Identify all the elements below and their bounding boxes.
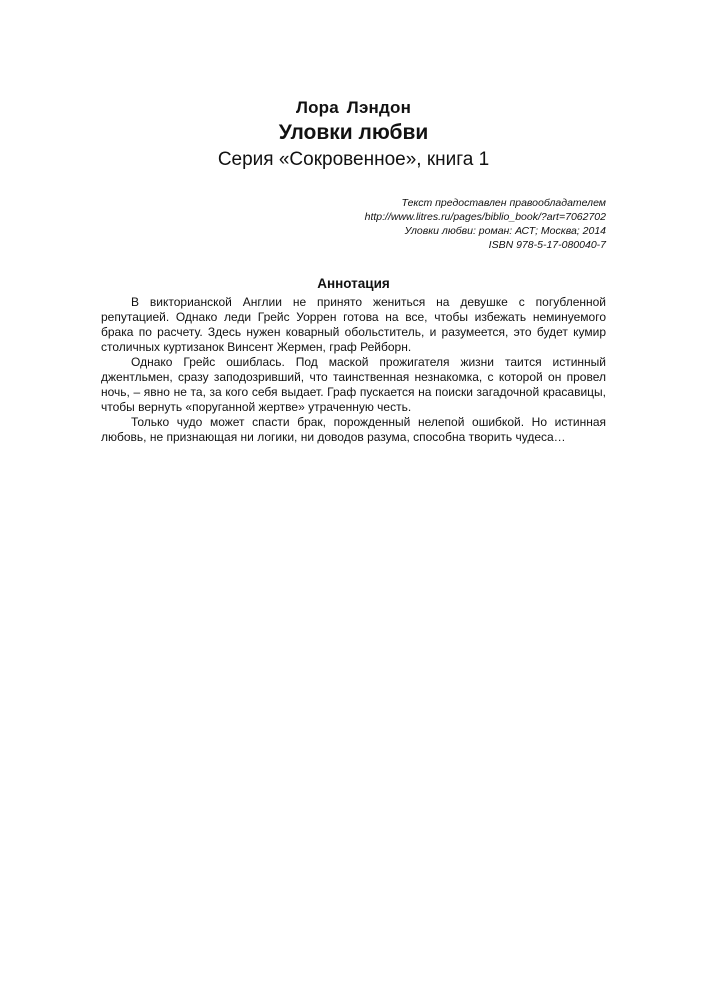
isbn: ISBN 978-5-17-080040-7 [488, 239, 606, 251]
author-name: Лора Лэндон [295, 98, 412, 117]
annotation-heading: Аннотация [317, 276, 390, 291]
publication-info [365, 196, 606, 252]
annotation-section [101, 276, 606, 445]
edition-info: Уловки любви: роман: АСТ; Москва; 2014 [404, 225, 606, 237]
source-url: http://www.litres.ru/pages/biblio_book/?art=7062702 [364, 211, 606, 223]
book-title: Уловки любви [278, 121, 429, 144]
rights-holder-note: Текст предоставлен правообладателем [401, 197, 606, 209]
annotation-paragraph: В викторианской Англии не принято жениться на девушке с погубленной репутацией. Однако леди Грейс Уоррен готова на все, чтобы избежать неминуемого брака по расчету. Здесь нужен коварный обольститель, и разумеется, это будет кумир столичных куртизанок Винсент Жермен, граф Рейборн. [101, 295, 606, 354]
series-info: Серия «Сокровенное», книга 1 [217, 149, 490, 170]
annotation-paragraph: Только чудо может спасти брак, порожденный нелепой ошибкой. Но истинная любовь, не признающая ни логики, ни доводов разума, способна творить чудеса… [101, 415, 606, 444]
annotation-paragraph: Однако Грейс ошиблась. Под маской прожигателя жизни таится истинный джентльмен, сразу заподозривший, что таинственная незнакомка, с которой он провел ночь, – явно не та, за кого себя выдает. Граф пускается на поиски загадочной красавицы, чтобы вернуть «поруганной жертве» утраченную честь. [101, 355, 606, 414]
title-block [0, 98, 707, 172]
